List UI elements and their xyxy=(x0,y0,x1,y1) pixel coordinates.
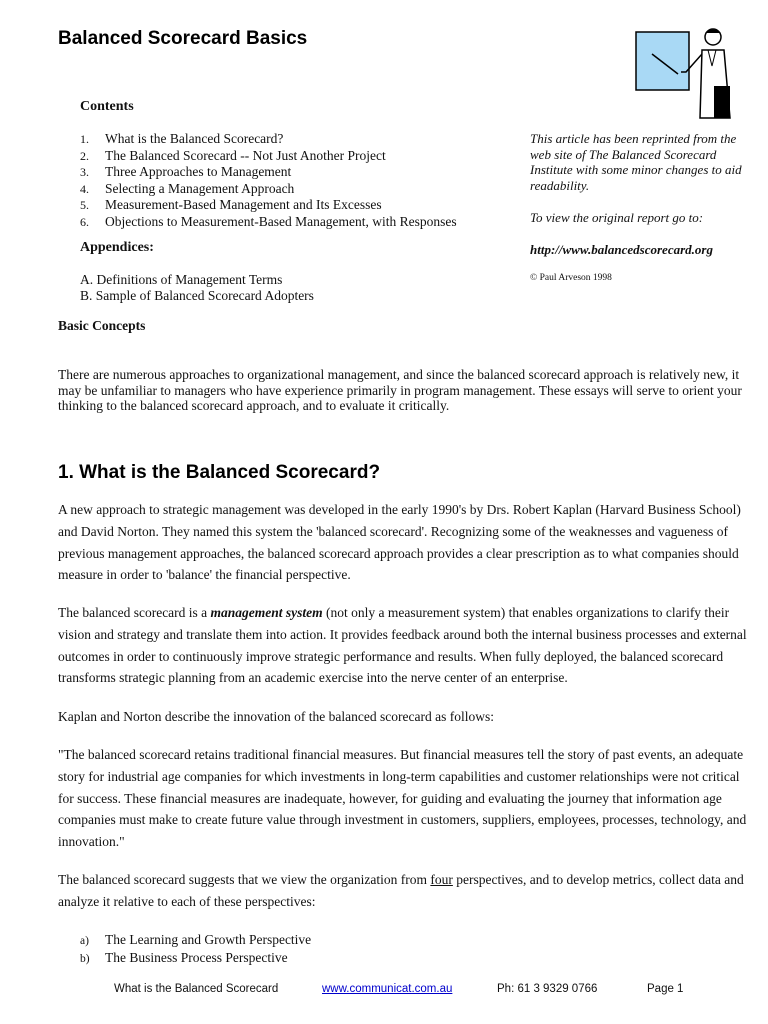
list-item: b) The Business Process Perspective xyxy=(80,949,288,965)
presenter-clipart xyxy=(634,26,738,120)
presentation-board xyxy=(636,32,689,90)
document-title: Balanced Scorecard Basics xyxy=(58,28,308,49)
section-heading: 1. What is the Balanced Scorecard? xyxy=(58,462,381,483)
underlined-term: four xyxy=(430,872,453,887)
toc-item[interactable]: 3. Three Approaches to Management xyxy=(80,164,292,179)
perspectives-list xyxy=(80,932,311,967)
toc-item[interactable]: 6. Objections to Measurement-Based Management, with Responses xyxy=(80,213,457,229)
intro-paragraph: There are numerous approaches to organizational management, and since the balanced scorecard approach is relatively new, it may be unfamiliar to managers who have experience primarily in program management. These essays will serve to orient your thinking to the balanced scorecard approach, and to evaluate it critically. xyxy=(58,367,742,413)
view-original-label: To view the original report go to: xyxy=(530,210,704,225)
toc-item[interactable]: 5. Measurement-Based Management and Its Excesses xyxy=(80,197,382,212)
toc-item[interactable]: 2. The Balanced Scorecard -- Not Just Another Project xyxy=(80,147,386,163)
quote-paragraph: "The balanced scorecard retains traditional financial measures. But financial measures tell the story of past events, an adequate story for industrial age companies for which investments in long-term capabilities and customer relationships were not critical for success. These financial measures are inadequate, however, for guiding and evaluating the journey that information age companies must make to create future value through investment in customers, suppliers, employees, processes, technology, and innovation." xyxy=(58,747,747,850)
appendix-item[interactable]: A. Definitions of Management Terms xyxy=(80,272,283,287)
footer-phone: Ph: 61 3 9329 0766 xyxy=(497,983,598,995)
toc-item[interactable]: 4. Selecting a Management Approach xyxy=(80,180,295,196)
appendices-heading: Appendices: xyxy=(80,240,154,255)
appendices-list xyxy=(80,272,314,303)
footer-title: What is the Balanced Scorecard xyxy=(114,983,279,995)
contents-heading: Contents xyxy=(80,99,134,114)
paragraph-3: Kaplan and Norton describe the innovation of the balanced scorecard as follows: xyxy=(58,709,494,724)
emphasis-term: management system xyxy=(210,605,323,620)
appendix-item[interactable]: B. Sample of Balanced Scorecard Adopters xyxy=(80,287,314,303)
source-url[interactable]: http://www.balancedscorecard.org xyxy=(530,242,713,257)
footer-link[interactable]: www.communicat.com.au xyxy=(322,983,453,995)
toc-item[interactable]: 1. What is the Balanced Scorecard? xyxy=(80,131,284,146)
basic-concepts-heading: Basic Concepts xyxy=(58,318,146,333)
paragraph-5: The balanced scorecard suggests that we view the organization from four perspectives, and to develop metrics, collect data and analyze it relative to each of these perspectives: xyxy=(58,872,744,909)
paragraph-1: A new approach to strategic management was developed in the early 1990's by Drs. Robert Kaplan (Harvard Business School) and David Norton. They named this system the 'balanced scorecard'. Recognizing some of the weaknesses and vagueness of previous management approaches, the balanced scorecard approach provides a clear prescription as to what companies should measure in order to 'balance' the financial perspective. xyxy=(58,502,741,583)
page-number: Page 1 xyxy=(647,983,684,995)
table-of-contents xyxy=(80,131,457,230)
paragraph-2: The balanced scorecard is a management system (not only a measurement system) that enables organizations to clarify their vision and strategy and translate them into action. It provides feedback around both the internal business processes and external outcomes in order to continuously improve strategic performance and results. When fully deployed, the balanced scorecard transforms strategic planning from an academic exercise into the nerve center of an enterprise. xyxy=(58,605,747,686)
reprint-note: This article has been reprinted from the web site of The Balanced Scorecard Institute with some minor changes to aid readability. xyxy=(530,131,742,193)
copyright-notice: © Paul Arveson 1998 xyxy=(530,273,612,283)
list-item: a) The Learning and Growth Perspective xyxy=(80,932,312,947)
